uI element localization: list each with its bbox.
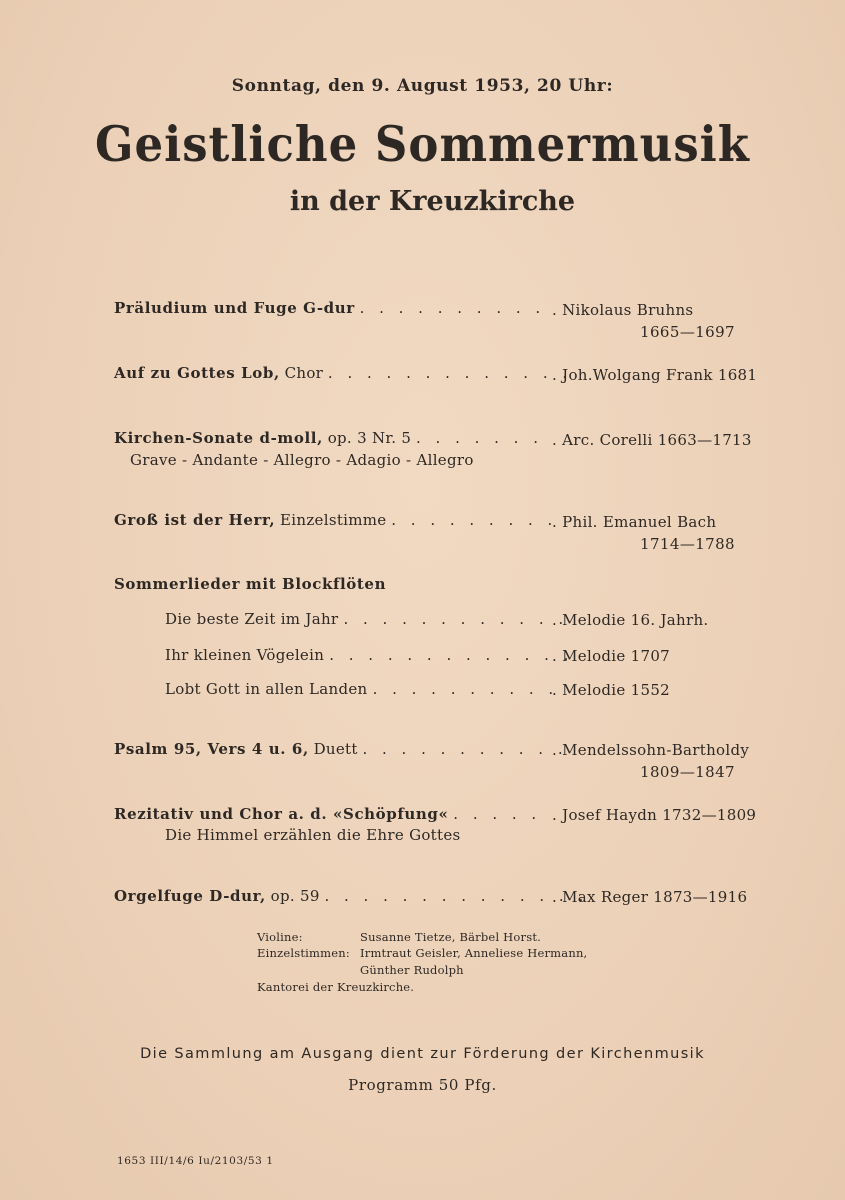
work-subtitle: Die Himmel erzählen die Ehre Gottes xyxy=(165,826,461,844)
leader-dots: . . . . . . . xyxy=(416,429,543,447)
solo-label: Einzelstimmen: xyxy=(257,946,350,960)
solo-names: Irmtraut Geisler, Anneliese Hermann, xyxy=(360,946,588,960)
work-title: Kirchen-Sonate d-moll, xyxy=(114,429,323,447)
composer: . Nikolaus Bruhns xyxy=(552,301,694,319)
violin-names: Susanne Tietze, Bärbel Horst. xyxy=(360,930,542,944)
song-title: Ihr kleinen Vögelein xyxy=(165,646,325,664)
page-title: Geistliche Sommermusik xyxy=(95,115,750,174)
song-2 xyxy=(165,646,573,664)
collection-note: Die Sammlung am Ausgang dient zur Förderung der Kirchenmusik xyxy=(140,1046,705,1062)
work-title: Präludium und Fuge G-dur xyxy=(114,299,355,317)
composer-years: 1665—1697 xyxy=(640,323,735,341)
composer: . Melodie 1707 xyxy=(552,647,671,665)
program-item-7 xyxy=(114,805,541,823)
leader-dots: . . . . . . . . . . . . . . xyxy=(324,887,589,905)
leader-dots: . . . . . . . . . . xyxy=(359,299,546,317)
composer: . Max Reger 1873—1916 xyxy=(552,888,748,906)
leader-dots: . . . . . . . . . . . . . xyxy=(327,364,573,382)
leader-dots: . . . . . . . . . . . . xyxy=(343,610,569,628)
leader-dots: . . . . . . . . . xyxy=(391,511,558,529)
work-title: Orgelfuge D-dur, xyxy=(114,887,266,905)
song-3 xyxy=(165,680,558,698)
choir: Kantorei der Kreuzkirche. xyxy=(257,980,415,994)
leader-dots: . . . . . xyxy=(453,805,542,823)
composer: . Melodie 1552 xyxy=(552,681,671,699)
song-1 xyxy=(165,610,568,628)
violin-label: Violine: xyxy=(257,930,303,944)
program-item-5 xyxy=(114,575,386,593)
composer: . Josef Haydn 1732—1809 xyxy=(552,806,757,824)
work-detail: op. 59 xyxy=(270,887,320,905)
song-title: Lobt Gott in allen Landen xyxy=(165,680,368,698)
leader-dots: . . . . . . . . . . . . . xyxy=(329,646,574,664)
program-item-4 xyxy=(114,511,557,529)
program-item-1 xyxy=(114,299,545,317)
composer-years: 1714—1788 xyxy=(640,535,735,553)
work-title: Rezitativ und Chor a. d. «Schöpfung« xyxy=(114,805,449,823)
print-code: 1653 III/14/6 Iu/2103/53 1 xyxy=(117,1155,274,1167)
movements: Grave - Andante - Allegro - Adagio - Allegro xyxy=(130,451,474,469)
venue-subtitle: in der Kreuzkirche xyxy=(289,186,576,217)
work-title: Auf zu Gottes Lob, xyxy=(114,364,280,382)
program-item-8 xyxy=(114,887,588,905)
leader-dots: . . . . . . . . . . . xyxy=(362,740,568,758)
work-title: Groß ist der Herr, xyxy=(114,511,276,529)
program-price: Programm 50 Pfg. xyxy=(348,1076,497,1094)
composer: . Phil. Emanuel Bach xyxy=(552,513,717,531)
work-detail: Chor xyxy=(284,364,324,382)
composer: . Arc. Corelli 1663—1713 xyxy=(552,431,752,449)
composer-years: 1809—1847 xyxy=(640,763,735,781)
program-item-2 xyxy=(114,364,572,382)
work-detail: Einzelstimme xyxy=(280,511,387,529)
solo-names-cont: Günther Rudolph xyxy=(360,963,464,977)
program-item-6 xyxy=(114,740,568,758)
composer: . Joh.Wolgang Frank 1681 xyxy=(552,366,758,384)
leader-dots: . . . . . . . . . . xyxy=(372,680,559,698)
work-title: Sommerlieder mit Blockflöten xyxy=(114,575,387,593)
concert-date: Sonntag, den 9. August 1953, 20 Uhr: xyxy=(231,76,614,96)
work-title: Psalm 95, Vers 4 u. 6, xyxy=(114,740,309,758)
work-detail: Duett xyxy=(313,740,358,758)
program-item-3 xyxy=(114,429,543,447)
composer: . Mendelssohn-Bartholdy xyxy=(552,741,750,759)
composer: . Melodie 16. Jahrh. xyxy=(552,611,709,629)
song-title: Die beste Zeit im Jahr xyxy=(165,610,339,628)
work-detail: op. 3 Nr. 5 xyxy=(327,429,412,447)
